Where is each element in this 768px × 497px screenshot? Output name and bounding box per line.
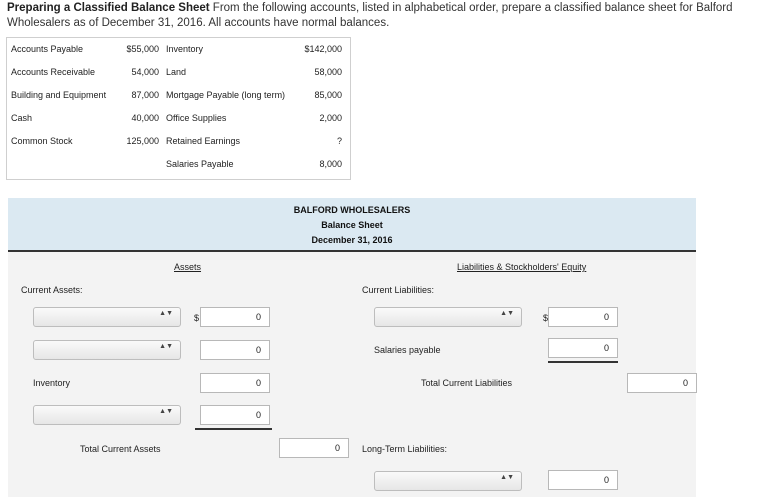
- account-name: Inventory: [166, 44, 204, 54]
- instructions: [7, 1, 763, 31]
- balance-sheet-header: [8, 198, 696, 252]
- total-current-assets-label: Total Current Assets: [80, 444, 161, 454]
- instructions-title: Preparing a Classified Balance Sheet: [7, 2, 210, 14]
- company-name: BALFORD WHOLESALERS: [293, 205, 411, 215]
- instructions-text: From the following accounts, listed in alphabetical order, prepare a classified balance sheet for Balford Wholesalers as of December 31, 2016. All accounts have normal balances.: [7, 2, 733, 29]
- subtotal-underline: [195, 428, 272, 430]
- current-assets-label: Current Assets:: [21, 285, 83, 295]
- current-asset-amount-2[interactable]: 0: [200, 340, 270, 360]
- account-amount: 40,000: [131, 113, 159, 123]
- account-amount: ?: [336, 136, 342, 146]
- account-amount: 87,000: [131, 90, 159, 100]
- salaries-payable-label: Salaries payable: [374, 345, 441, 355]
- balance-sheet-body: [8, 252, 696, 497]
- account-amount: 58,000: [314, 67, 342, 77]
- select-arrows-icon: ▲▼: [159, 343, 173, 350]
- dollar-sign: $: [543, 313, 549, 323]
- account-name: Accounts Receivable: [11, 67, 96, 77]
- account-name: Accounts Payable: [11, 44, 84, 54]
- select-arrows-icon: ▲▼: [500, 474, 514, 481]
- inventory-label: Inventory: [33, 378, 71, 388]
- current-liability-select-1[interactable]: [374, 307, 522, 327]
- total-current-liabilities-label: Total Current Liabilities: [421, 378, 513, 388]
- select-arrows-icon: ▲▼: [159, 408, 173, 415]
- account-name: Building and Equipment: [11, 90, 107, 100]
- select-arrows-icon: ▲▼: [159, 310, 173, 317]
- account-name: Cash: [11, 113, 33, 123]
- account-amount: $142,000: [304, 44, 342, 54]
- total-current-assets-amount[interactable]: 0: [279, 438, 349, 458]
- assets-heading: Assets: [174, 262, 202, 272]
- current-asset-amount-1[interactable]: 0: [200, 307, 270, 327]
- account-name: Common Stock: [11, 136, 73, 146]
- current-liabilities-label: Current Liabilities:: [362, 285, 435, 295]
- account-amount: $55,000: [126, 44, 159, 54]
- account-name: Office Supplies: [166, 113, 227, 123]
- account-name: Retained Earnings: [166, 136, 241, 146]
- select-arrows-icon: ▲▼: [500, 310, 514, 317]
- statement-title: Balance Sheet: [321, 220, 383, 230]
- account-name: Mortgage Payable (long term): [166, 90, 286, 100]
- long-term-liabilities-label: Long-Term Liabilities:: [362, 444, 448, 454]
- salaries-payable-amount[interactable]: 0: [548, 338, 618, 358]
- current-asset-select-1[interactable]: [33, 307, 181, 327]
- dollar-sign: $: [194, 313, 200, 323]
- current-asset-select-4[interactable]: [33, 405, 181, 425]
- accounts-table: [6, 37, 351, 180]
- account-amount: 125,000: [126, 136, 159, 146]
- account-amount: 54,000: [131, 67, 159, 77]
- subtotal-underline: [548, 361, 618, 363]
- current-asset-amount-4[interactable]: 0: [200, 405, 270, 425]
- long-term-liability-select[interactable]: [374, 471, 522, 491]
- long-term-liability-amount[interactable]: 0: [548, 470, 618, 490]
- liabilities-heading: Liabilities & Stockholders' Equity: [457, 262, 587, 272]
- account-name: Salaries Payable: [166, 159, 234, 169]
- account-amount: 85,000: [314, 90, 342, 100]
- account-amount: 2,000: [319, 113, 342, 123]
- statement-date: December 31, 2016: [311, 235, 393, 245]
- current-liability-amount-1[interactable]: 0: [548, 307, 618, 327]
- inventory-amount[interactable]: 0: [200, 373, 270, 393]
- current-asset-select-2[interactable]: [33, 340, 181, 360]
- account-name: Land: [166, 67, 187, 77]
- account-amount: 8,000: [319, 159, 342, 169]
- total-current-liabilities-amount[interactable]: 0: [627, 373, 697, 393]
